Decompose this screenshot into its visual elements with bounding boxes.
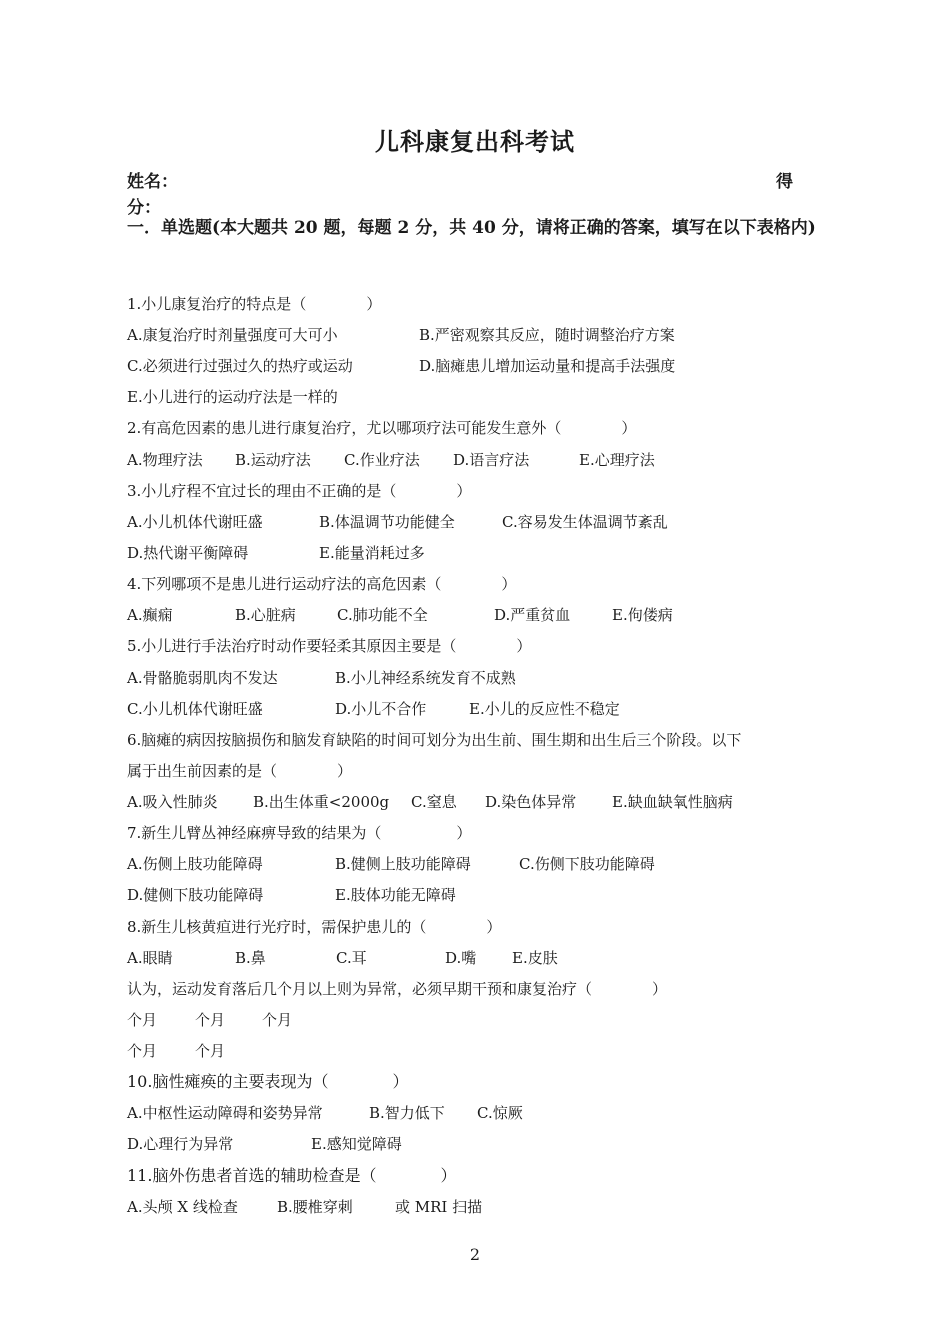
option: B.智力低下 [369, 1104, 445, 1122]
option: C.容易发生体温调节紊乱 [502, 513, 668, 531]
option: 个月 [262, 1011, 293, 1029]
option: B.体温调节功能健全 [319, 513, 455, 531]
option: E.感知觉障碍 [311, 1135, 402, 1153]
option: B.健侧上肢功能障碍 [335, 855, 471, 873]
question-stem: 5.小儿进行手法治疗时动作要轻柔其原因主要是（ ） [127, 637, 532, 655]
question-stem: 认为，运动发育落后几个月以上则为异常，必须早期干预和康复治疗（ ） [127, 980, 668, 998]
option: E.缺血缺氧性脑病 [612, 793, 733, 811]
option: A.头颅 X 线检查 [127, 1198, 238, 1216]
option: C.小儿机体代谢旺盛 [127, 700, 263, 718]
option: D.嘴 [445, 949, 477, 967]
option: A.中枢性运动障碍和姿势异常 [127, 1104, 323, 1122]
page-title: 儿科康复出科考试 [375, 127, 575, 156]
question-stem: 11.脑外伤患者首选的辅助检查是（ ） [127, 1166, 457, 1185]
question-stem: 4.下列哪项不是患儿进行运动疗法的高危因素（ ） [127, 575, 517, 593]
option: C.惊厥 [477, 1104, 523, 1122]
option: B.严密观察其反应，随时调整治疗方案 [419, 326, 675, 344]
option: B.鼻 [235, 949, 266, 967]
option: C.必须进行过强过久的热疗或运动 [127, 357, 353, 375]
option: A.骨骼脆弱肌肉不发达 [127, 669, 278, 687]
option: A.康复治疗时剂量强度可大可小 [127, 326, 338, 344]
score-label-part2: 分： [127, 198, 161, 218]
option: C.窒息 [411, 793, 457, 811]
option: A.物理疗法 [127, 451, 203, 469]
option: C.肺功能不全 [337, 606, 428, 624]
option: E.小儿进行的运动疗法是一样的 [127, 388, 338, 406]
option: E.佝偻病 [612, 606, 673, 624]
option: A.伤侧上肢功能障碍 [127, 855, 263, 873]
option: 或 MRI 扫描 [395, 1198, 483, 1216]
option: A.吸入性肺炎 [127, 793, 218, 811]
question-stem: 10.脑性瘫痪的主要表现为（ ） [127, 1072, 409, 1091]
option: D.染色体异常 [485, 793, 577, 811]
option: D.语言疗法 [453, 451, 530, 469]
option: E.心理疗法 [579, 451, 655, 469]
question-stem: 3.小儿疗程不宜过长的理由不正确的是（ ） [127, 482, 472, 500]
section-title: 一．单选题(本大题共 20 题，每题 2 分，共 40 分，请将正确的答案，填写在以下表格内) [127, 218, 816, 238]
option: C.耳 [336, 949, 367, 967]
option: A.眼睛 [127, 949, 173, 967]
option: 个月 [195, 1042, 226, 1060]
option: 个月 [127, 1042, 158, 1060]
question-stem: 8.新生儿核黄疸进行光疗时，需保护患儿的（ ） [127, 918, 502, 936]
option: B.运动疗法 [235, 451, 311, 469]
option: B.心脏病 [235, 606, 296, 624]
question-stem: 6.脑瘫的病因按脑损伤和脑发育缺陷的时间可划分为出生前、围生期和出生后三个阶段。以下 [127, 731, 742, 749]
option: A.小儿机体代谢旺盛 [127, 513, 263, 531]
option: 个月 [195, 1011, 226, 1029]
option: B.腰椎穿刺 [277, 1198, 353, 1216]
option: E.肢体功能无障碍 [335, 886, 456, 904]
option: C.作业疗法 [344, 451, 420, 469]
option: B.出生体重<2000g [253, 793, 390, 811]
option: D.健侧下肢功能障碍 [127, 886, 264, 904]
question-stem: 7.新生儿臂丛神经麻痹导致的结果为（ ） [127, 824, 472, 842]
option: 个月 [127, 1011, 158, 1029]
option: D.脑瘫患儿增加运动量和提高手法强度 [419, 357, 676, 375]
question-stem: 1.小儿康复治疗的特点是（ ） [127, 295, 382, 313]
option: D.心理行为异常 [127, 1135, 234, 1153]
option: B.小儿神经系统发育不成熟 [335, 669, 516, 687]
option: E.能量消耗过多 [319, 544, 425, 562]
option: D.热代谢平衡障碍 [127, 544, 249, 562]
option: D.严重贫血 [494, 606, 571, 624]
option: E.皮肤 [512, 949, 558, 967]
option: D.小儿不合作 [335, 700, 427, 718]
name-label: 姓名： [127, 172, 178, 192]
page-number: 2 [469, 1245, 481, 1264]
option: E.小儿的反应性不稳定 [469, 700, 620, 718]
question-stem-continued: 属于出生前因素的是（ ） [127, 762, 353, 780]
option: C.伤侧下肢功能障碍 [519, 855, 655, 873]
score-label-part1: 得 [776, 172, 793, 192]
question-stem: 2.有高危因素的患儿进行康复治疗，尤以哪项疗法可能发生意外（ ） [127, 419, 637, 437]
option: A.癫痫 [127, 606, 173, 624]
